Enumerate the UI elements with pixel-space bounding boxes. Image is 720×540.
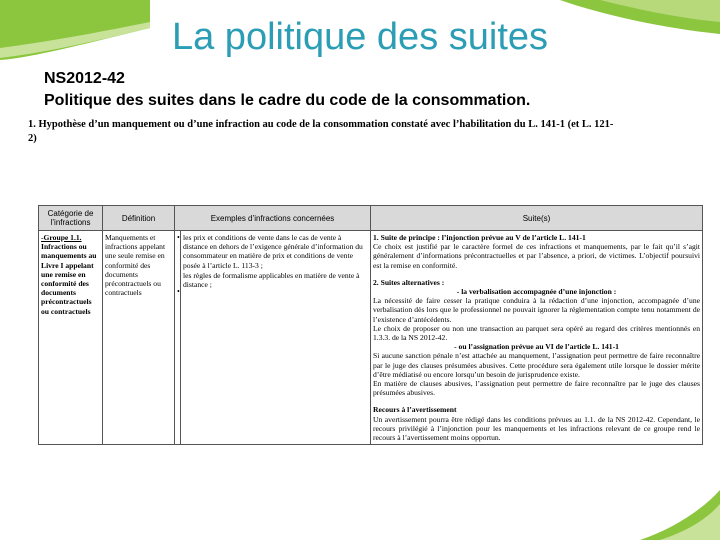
suite-principle-title: 1. Suite de principe : l’injonction prévue au V de l’article L. 141-1: [373, 233, 586, 242]
note-reference: NS2012-42: [44, 70, 125, 87]
slide-subtitle: Politique des suites dans le cadre du code de la consommation.: [44, 92, 531, 109]
slide-title: La politique des suites: [171, 16, 549, 58]
suite-alt-assignation: - ou l’assignation prévue au VI de l’article L. 141-1: [454, 342, 619, 352]
suite-alt-text: La nécessité de faire cesser la pratique conduira à la rédaction d’une injonction, accompagnée d’une verbalisation dès lors que le professionnel ne pouvait ignorer la réglementation compte tenu notamment de l’existence d’antécédents.: [373, 296, 700, 324]
suite-alt-text: Si aucune sanction pénale n’est attachée au manquement, l’assignation peut permettre de faire reconnaître par le juge des clauses présumées abusives. Cette procédure sera également utile lorsque le dossier mérite d’être médiatisé ou encore lorsqu’un besoin de jurisprudence existe.: [373, 351, 700, 379]
decorative-bottom-corner: [640, 490, 720, 540]
suites-cell: [371, 231, 703, 445]
section-heading: [28, 118, 718, 146]
category-title: -Groupe 1.1.: [41, 233, 82, 242]
section-heading-line1: 1. Hypothèse d’un manquement ou d’une infraction au code de la consommation constaté avec l’habilitation du L. 141-1 (et L. 121-: [28, 119, 614, 130]
section-heading-line2: 2): [28, 133, 37, 144]
example-item: les règles de formalisme applicables en matière de vente à distance ;: [183, 270, 360, 290]
suite-alt-text: En matière de clauses abusives, l’assignation peut permettre de faire reconnaître par le juge des clauses présumées abusives.: [373, 379, 700, 398]
table-row: [39, 231, 703, 445]
bullet-icon: •: [177, 233, 180, 242]
table-header-row: [39, 206, 703, 231]
examples-cell: [181, 231, 371, 445]
suite-principle-text: Ce choix est justifié par le caractère formel de ces infractions et manquements, par le fait qu’il s’agit généralement d’informations précontractuelles et par l’absence, a priori, de victimes. L’objectif poursuivi est la remise en conformité.: [373, 242, 700, 270]
suite-warning-title: Recours à l’avertissement: [373, 405, 457, 415]
definition-cell: Manquements et infractions appelant une seule remise en conformité des documents précontractuels ou contractuels: [103, 231, 175, 445]
suite-alt-text: Le choix de proposer ou non une transaction au parquet sera opéré au regard des critères mentionnés en 1.3.3. de la NS 2012-42.: [373, 323, 700, 343]
suite-alt-verbalisation: - la verbalisation accompagnée d’une injonction :: [456, 287, 617, 297]
suites-table: [38, 205, 703, 445]
header-examples: Exemples d’infractions concernées: [175, 206, 371, 231]
suite-warning-text: Un avertissement pourra être rédigé dans les conditions prévues au 1.1. de la NS 2012-42. Cependant, le recours privilégié à l’injonction pour les manquements et les infractions relevant de ce groupe rend le recours à l’avertissement moins opportun.: [373, 414, 700, 443]
category-text: Infractions ou manquements au Livre I appelant une remise en conformité des documents précontractuels ou contractuels: [41, 242, 97, 316]
category-cell: [39, 231, 103, 445]
bullet-icon: •: [177, 286, 180, 296]
suite-alternatives-title: 2. Suites alternatives :: [373, 277, 445, 287]
header-category: Catégorie de l’infractions: [39, 206, 103, 231]
example-item: les prix et conditions de vente dans le cas de vente à distance en dehors de l’exigence générale d’information du consommateur en matière de prix et conditions de vente posée à l’article L. 113-3 ;: [183, 233, 363, 270]
header-suites: Suite(s): [371, 206, 703, 231]
header-definition: Définition: [103, 206, 175, 231]
